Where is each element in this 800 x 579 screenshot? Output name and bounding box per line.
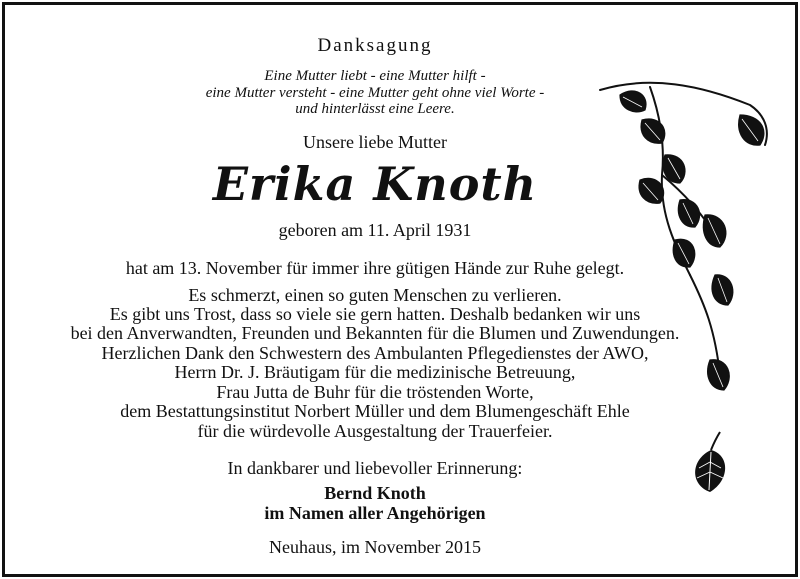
birth-date: geboren am 11. April 1931 bbox=[278, 220, 472, 240]
body-line: Frau Jutta de Buhr für die tröstenden Worte, bbox=[216, 382, 534, 402]
signature-relation: im Namen aller Angehörigen bbox=[264, 503, 486, 523]
thanks-line: In dankbarer und liebevoller Erinnerung: bbox=[227, 458, 523, 478]
notice-frame bbox=[2, 2, 798, 577]
birch-branch-icon bbox=[590, 75, 790, 415]
intro-text: Unsere liebe Mutter bbox=[303, 132, 447, 152]
body-line: Es schmerzt, einen so guten Menschen zu verlieren. bbox=[188, 285, 562, 305]
deceased-name: Erika Knoth bbox=[212, 157, 538, 211]
body-line: bei den Anverwandten, Freunden und Bekannten für die Blumen und Zuwendungen. bbox=[70, 323, 680, 343]
body-line: hat am 13. November für immer ihre gütigen Hände zur Ruhe gelegt. bbox=[125, 258, 625, 278]
falling-leaf-icon bbox=[685, 430, 735, 500]
body-line: Herzlichen Dank den Schwestern des Ambulanten Pflegedienstes der AWO, bbox=[101, 343, 649, 363]
body-line: Herrn Dr. J. Bräutigam für die medizinische Betreuung, bbox=[174, 362, 576, 382]
place-date: Neuhaus, im November 2015 bbox=[269, 537, 481, 557]
notice-title: Danksagung bbox=[317, 35, 433, 56]
body-line: dem Bestattungsinstitut Norbert Müller und dem Blumengeschäft Ehle bbox=[120, 401, 630, 421]
poem-line: und hinterlässt eine Leere. bbox=[295, 101, 455, 117]
body-line: für die würdevolle Ausgestaltung der Trauerfeier. bbox=[197, 421, 553, 441]
poem-line: eine Mutter versteht - eine Mutter geht ohne viel Worte - bbox=[205, 85, 545, 101]
body-line: Es gibt uns Trost, dass so viele sie gern hatten. Deshalb bedanken wir uns bbox=[109, 304, 641, 324]
signature-name: Bernd Knoth bbox=[324, 483, 426, 503]
poem-line: Eine Mutter liebt - eine Mutter hilft - bbox=[264, 68, 486, 84]
